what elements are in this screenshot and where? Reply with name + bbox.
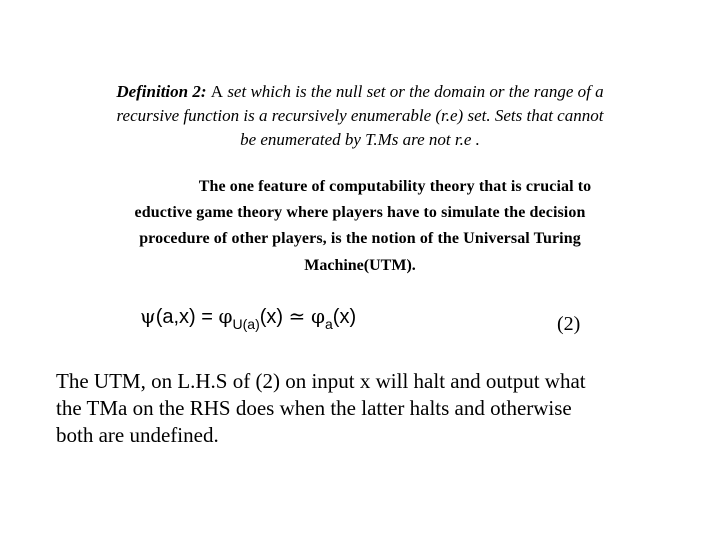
equation-lhs-args: (a,x) = [155, 306, 213, 328]
phi-subscript-1: U(a) [232, 316, 260, 332]
definition-line-1 [40, 80, 680, 104]
remark-line-2: the TMa on the RHS does when the latter halts and otherwise [56, 396, 572, 420]
feature-line-4: Machine(UTM). [304, 257, 416, 274]
definition-line-1-text: set which is the null set or the domain or the range of a [227, 82, 604, 101]
equation-number: (2) [557, 313, 581, 335]
feature-line-1-text: The one feature of computability theory that is crucial to [198, 178, 592, 195]
definition-block [40, 80, 680, 152]
definition-line-3: be enumerated by T.Ms are not r.e . [240, 130, 480, 149]
feature-line-1 [60, 174, 660, 200]
definition-lead-word: A [210, 82, 224, 101]
definition-label: Definition 2: [116, 82, 207, 101]
remark-line-1: The UTM, on L.H.S of (2) on input x will halt and output what [56, 369, 586, 393]
remark-paragraph [56, 368, 676, 449]
approx-symbol: ≃ [288, 304, 306, 328]
phi-arg-1: (x) [259, 306, 284, 328]
definition-line-2: recursive function is a recursively enumerable (r.e) set. Sets that cannot [116, 106, 604, 125]
feature-paragraph [60, 174, 660, 252]
phi-symbol-1: φ [218, 304, 233, 328]
phi-arg-2: (x) [332, 306, 357, 328]
utm-equation [140, 304, 356, 338]
phi-symbol-2: φ [310, 304, 325, 328]
feature-line-2: eductive game theory where players have to simulate the decision [134, 204, 586, 221]
feature-line-3: procedure of other players, is the notion of the Universal Turing [139, 230, 581, 247]
remark-line-3: both are undefined. [56, 423, 219, 447]
phi-subscript-2: a [324, 316, 333, 332]
psi-symbol: ψ [140, 304, 156, 328]
